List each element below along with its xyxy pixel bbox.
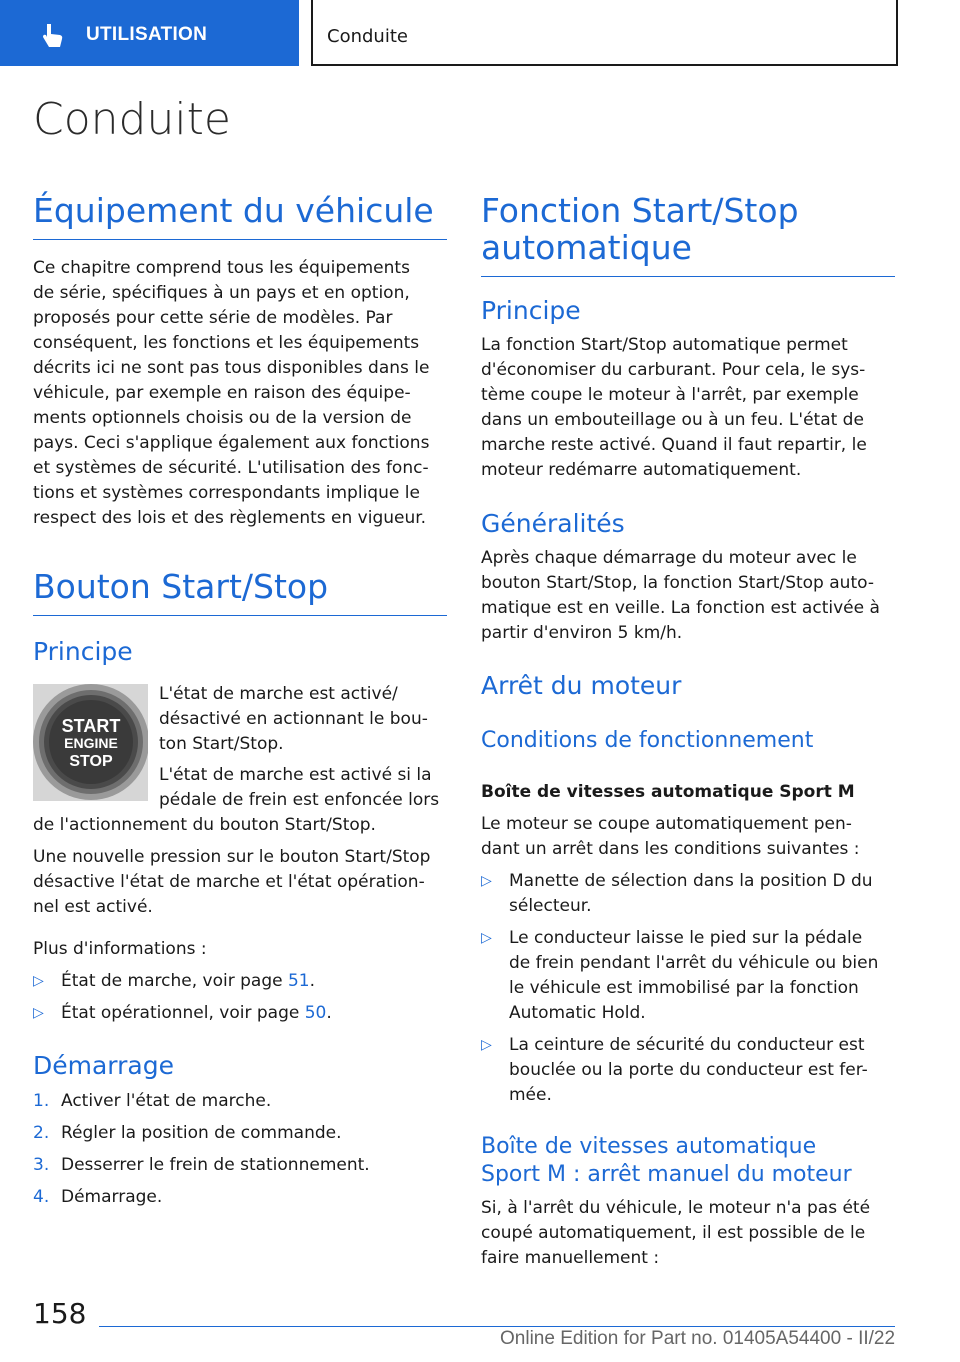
triangle-right-icon: ▷: [33, 1005, 44, 1021]
heading-boite-sport-m: Boîte de vitesses automatique Sport M: [481, 782, 855, 802]
bouton-paragraph-2-tail: de l'actionnement du bouton Start/Stop.: [33, 815, 376, 835]
bouton-paragraph-1: L'état de marche est activé/ désactivé en actionnant le bou- ton Start/Stop.: [159, 684, 428, 754]
button-text-engine: ENGINE: [64, 735, 118, 751]
start-stop-button-image: [33, 684, 148, 801]
section-title-equipement: Équipement du véhicule: [33, 192, 447, 240]
button-text-stop: STOP: [69, 753, 113, 770]
triangle-right-icon: ▷: [481, 873, 492, 889]
subheading-demarrage: Démarrage: [33, 1051, 174, 1080]
page-link[interactable]: 50: [304, 1003, 327, 1023]
triangle-right-icon: ▷: [481, 1037, 492, 1053]
principe-text: La fonction Start/Stop automatique permet d'économiser du carburant. Pour cela, le sys- tème coupe le moteur à l'arrêt, par exemple dans un embouteillage ou à un feu. L'état de marche reste activé. Quand il faut repartir, le moteur redémarre automatiquement.: [481, 335, 867, 480]
section-tab: [0, 0, 299, 66]
page-link[interactable]: 51: [287, 971, 310, 991]
subheading-conditions: Conditions de fonctionnement: [481, 728, 814, 753]
chapter-label: Conduite: [327, 26, 408, 47]
section-title-bouton: Bouton Start/Stop: [33, 568, 447, 616]
bouton-paragraph-2: L'état de marche est activé si la pédale de frein est enfoncée lors: [159, 765, 440, 810]
hand-pointer-icon: [38, 20, 68, 50]
subheading-manual-stop: Boîte de vitesses automatique Sport M : arrêt manuel du moteur: [481, 1134, 852, 1187]
section-label: UTILISATION: [86, 24, 208, 45]
footer-divider: [99, 1326, 895, 1327]
subheading-arret: Arrêt du moteur: [481, 671, 682, 700]
more-info-label: Plus d'informations :: [33, 939, 207, 959]
bouton-paragraph-3: Une nouvelle pression sur le bouton Start/Stop désactive l'état de marche et l'état opération- nel est activé.: [33, 847, 431, 917]
footer-edition: Online Edition for Part no. 01405A54400 - II/22: [500, 1328, 896, 1349]
subheading-principe: Principe: [33, 637, 133, 666]
generalites-text: Après chaque démarrage du moteur avec le bouton Start/Stop, la fonction Start/Stop auto- matique est en veille. La fonction est activée à partir d'environ 5 km/h.: [481, 548, 880, 643]
chapter-tab: [311, 0, 898, 66]
page-number: 158: [33, 1297, 87, 1330]
boite-text: Le moteur se coupe automatiquement pen- dant un arrêt dans les conditions suivantes :: [481, 814, 860, 859]
manual-stop-text: Si, à l'arrêt du véhicule, le moteur n'a pas été coupé automatiquement, il est possible de le faire manuellement :: [481, 1198, 871, 1268]
button-text-start: START: [61, 716, 121, 736]
triangle-right-icon: ▷: [33, 973, 44, 989]
subheading-principe-right: Principe: [481, 296, 581, 325]
page-title: Conduite: [33, 94, 231, 145]
equipement-text: Ce chapitre comprend tous les équipements de série, spécifiques à un pays et en option, proposés pour cette série de modèles. Par conséquent, les fonctions et les équipements décrits ici ne sont pas tous disponibles dans le véhicule, par exemple en raison des équipe- ments optionnels choisis ou de la version de pays. Ceci s'applique également aux fonctions et systèmes de sécurité. L'utilisation des fonc- tions et systèmes correspondants implique le respect des lois et des règlements en vigueur.: [33, 258, 430, 528]
subheading-generalites: Généralités: [481, 509, 625, 538]
triangle-right-icon: ▷: [481, 930, 492, 946]
section-title-start-stop-auto: Fonction Start/Stop automatique: [481, 192, 895, 277]
